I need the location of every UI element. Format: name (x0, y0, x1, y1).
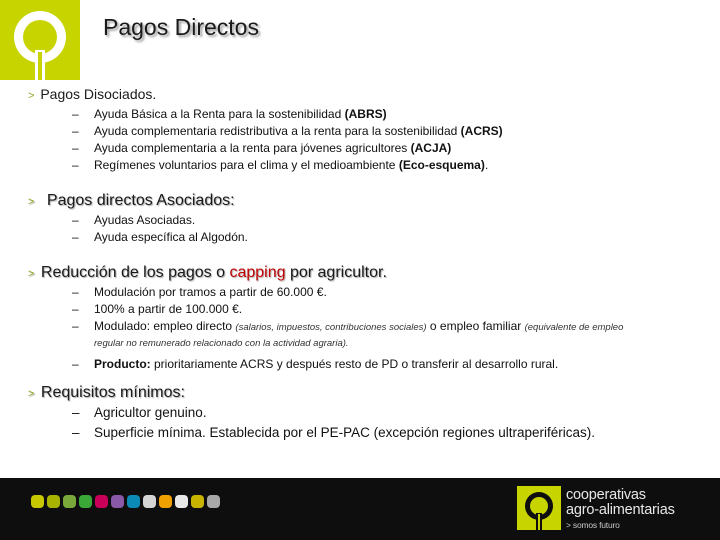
color-dot (159, 495, 172, 508)
item-text: prioritariamente ACRS y después resto de PD o transferir al desarrollo rural. (150, 357, 559, 371)
section-reduccion-heading (28, 264, 387, 282)
list-item: – Agricultor genuino. (72, 403, 595, 423)
requisitos-list (72, 403, 595, 443)
color-dot (191, 495, 204, 508)
section-title: Requisitos mínimos (40, 384, 181, 401)
bullet-marker: > (28, 196, 35, 208)
item-acronym: (ABRS) (344, 107, 387, 121)
list-item (72, 318, 623, 336)
brand-tagline: > somos futuro (566, 520, 620, 530)
asociados-list (72, 212, 248, 246)
color-dot (31, 495, 44, 508)
brand-line-1: cooperativas (566, 487, 646, 503)
item-note: regular no remunerado relacionado con la actividad agraria). (94, 338, 349, 349)
color-dot (95, 495, 108, 508)
cooperativas-logo-icon (0, 0, 80, 80)
brand-name (566, 488, 675, 533)
reduccion-list (72, 284, 623, 373)
color-dot (47, 495, 60, 508)
list-item (72, 356, 623, 373)
page-title: Pagos Directos (103, 14, 259, 40)
color-dot (175, 495, 188, 508)
section-title: Pagos directos Asociados (46, 192, 231, 209)
section-requisitos-heading (28, 384, 185, 402)
list-item: – Superficie mínima. Establecida por el PE-PAC (excepción regiones ultraperiféricas). (72, 423, 595, 443)
color-dot (127, 495, 140, 508)
section-asociados-heading (28, 192, 235, 210)
list-item: – Ayudas Asociadas. (72, 212, 248, 229)
color-dot (63, 495, 76, 508)
item-tail: . (484, 158, 489, 172)
item-text: Ayuda complementaria redistributiva a la renta para la sostenibilidad (94, 124, 461, 138)
item-acronym: (Eco-esquema) (398, 158, 485, 172)
color-dot (207, 495, 220, 508)
bullet-marker: > (28, 268, 35, 280)
section-disociados-heading (28, 86, 156, 102)
title-tail: : (180, 384, 185, 401)
list-item (72, 157, 503, 174)
title-tail: : (230, 192, 235, 209)
item-label: Producto: (94, 357, 151, 371)
list-item (72, 140, 503, 157)
disociados-list (72, 106, 503, 174)
color-dot (79, 495, 92, 508)
item-text: Ayuda Básica a la Renta para la sostenibilidad (94, 107, 345, 121)
title-tail: . (382, 264, 387, 281)
list-item (72, 106, 503, 123)
section-title: Reducción de los pagos o (40, 264, 230, 281)
list-item: – Modulación por tramos a partir de 60.000 €. (72, 284, 623, 301)
item-acronym: (ACRS) (460, 124, 503, 138)
item-text: o empleo familiar (426, 319, 525, 333)
list-item: – Ayuda específica al Algodón. (72, 229, 248, 246)
list-item (72, 123, 503, 140)
item-text: Ayuda complementaria a la renta para jóvenes agricultores (94, 141, 411, 155)
color-dot (111, 495, 124, 508)
cooperativas-footer-logo-icon (517, 486, 561, 530)
color-dots (31, 495, 220, 508)
section-title-end: por agricultor (285, 264, 383, 281)
brand-line-2: agro-alimentarias (566, 502, 675, 518)
capping-keyword: capping (229, 264, 286, 281)
bullet-marker: > (28, 90, 35, 102)
item-text: Modulado: empleo directo (94, 319, 236, 333)
item-note: (equivalente de empleo (524, 322, 624, 333)
item-note: (salarios, impuestos, contribuciones sociales) (235, 322, 427, 333)
item-acronym: (ACJA) (410, 141, 452, 155)
color-dot (143, 495, 156, 508)
section-title: Pagos Disociados. (40, 86, 157, 102)
list-item-continuation (72, 336, 623, 350)
item-text: Regímenes voluntarios para el clima y el medioambiente (94, 158, 399, 172)
bullet-marker: > (28, 388, 35, 400)
list-item: – 100% a partir de 100.000 €. (72, 301, 623, 318)
